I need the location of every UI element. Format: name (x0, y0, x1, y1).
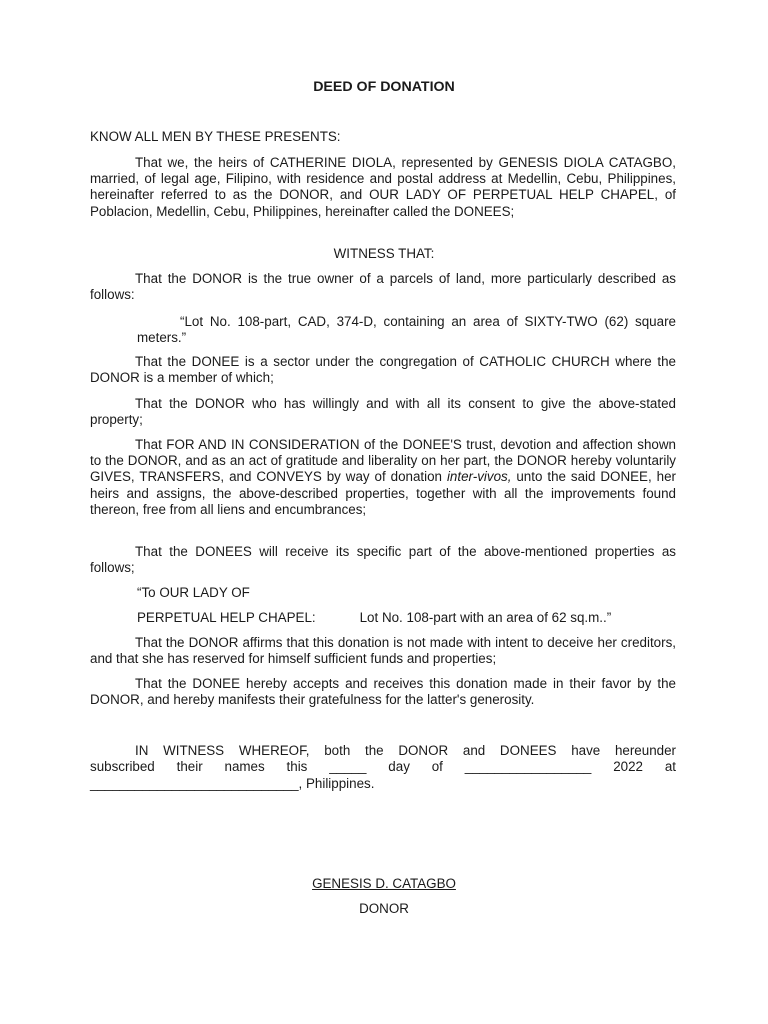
witness-whereof-line-3: ____________________________, Philippines. (90, 776, 375, 791)
distribution-paragraph: That the DONEES will receive its specific part of the above-mentioned properties as follows; (90, 544, 676, 576)
allocation-line-1: “To OUR LADY OF (137, 585, 250, 600)
affirmation-paragraph: That the DONOR affirms that this donation is not made with intent to deceive her creditors, and that she has reserved for himself sufficient funds and properties; (90, 635, 676, 667)
signatory-role: DONOR (359, 901, 409, 916)
acceptance-paragraph: That the DONEE hereby accepts and receives this donation made in their favor by the DONOR, and hereby manifests their gratefulness for the latter's generosity. (90, 676, 676, 708)
allocation-line-2 (137, 610, 676, 626)
property-description: “Lot No. 108-part, CAD, 374-D, containing an area of SIXTY-TWO (62) square meters.” (137, 314, 676, 346)
consideration-paragraph (90, 437, 676, 518)
witness-whereof-line-2: subscribed their names this _____ day of _________________ 2022 at (90, 759, 676, 774)
witness-heading: WITNESS THAT: (333, 246, 435, 261)
consideration-text-a: That FOR AND IN CONSIDERATION of the DONEE'S trust, devotion and affection shown to the DONOR, and as an act of gratitude and liberality on her part, the DONOR hereby voluntarily GIVES, TRANSFERS, and CONVEYS by way of donation (90, 437, 676, 485)
allocation-property: Lot No. 108-part with an area of 62 sq.m..” (359, 610, 612, 625)
allocation-recipient: PERPETUAL HELP CHAPEL: (137, 610, 316, 625)
consideration-text-b: unto the said DONEE, her heirs and assigns, the above-described properties, together with all the improvements found thereon, free from all liens and encumbrances; (90, 469, 676, 517)
parties-paragraph: That we, the heirs of CATHERINE DIOLA, represented by GENESIS DIOLA CATAGBO, married, of legal age, Filipino, with residence and postal address at Medellin, Cebu, Philippines, hereinafter referred to as the DONOR, and OUR LADY OF PERPETUAL HELP CHAPEL, of Poblacion, Medellin, Cebu, Philippines, hereinafter called the DONEES; (90, 155, 676, 219)
ownership-paragraph: That the DONOR is the true owner of a parcels of land, more particularly described as follows: (90, 271, 676, 303)
signatory-name-text: GENESIS D. CATAGBO (312, 876, 456, 891)
consent-paragraph: That the DONOR who has willingly and with all its consent to give the above-stated property; (90, 396, 676, 428)
opening-line: KNOW ALL MEN BY THESE PRESENTS: (90, 129, 341, 144)
signatory-name (0, 876, 768, 892)
witness-whereof-line-1: IN WITNESS WHEREOF, both the DONOR and DONEES have hereunder (135, 743, 676, 758)
document-title: DEED OF DONATION (313, 79, 455, 95)
donee-sector-paragraph: That the DONEE is a sector under the congregation of CATHOLIC CHURCH where the DONOR is a member of which; (90, 354, 676, 386)
inter-vivos-term: inter-vivos, (446, 469, 512, 485)
